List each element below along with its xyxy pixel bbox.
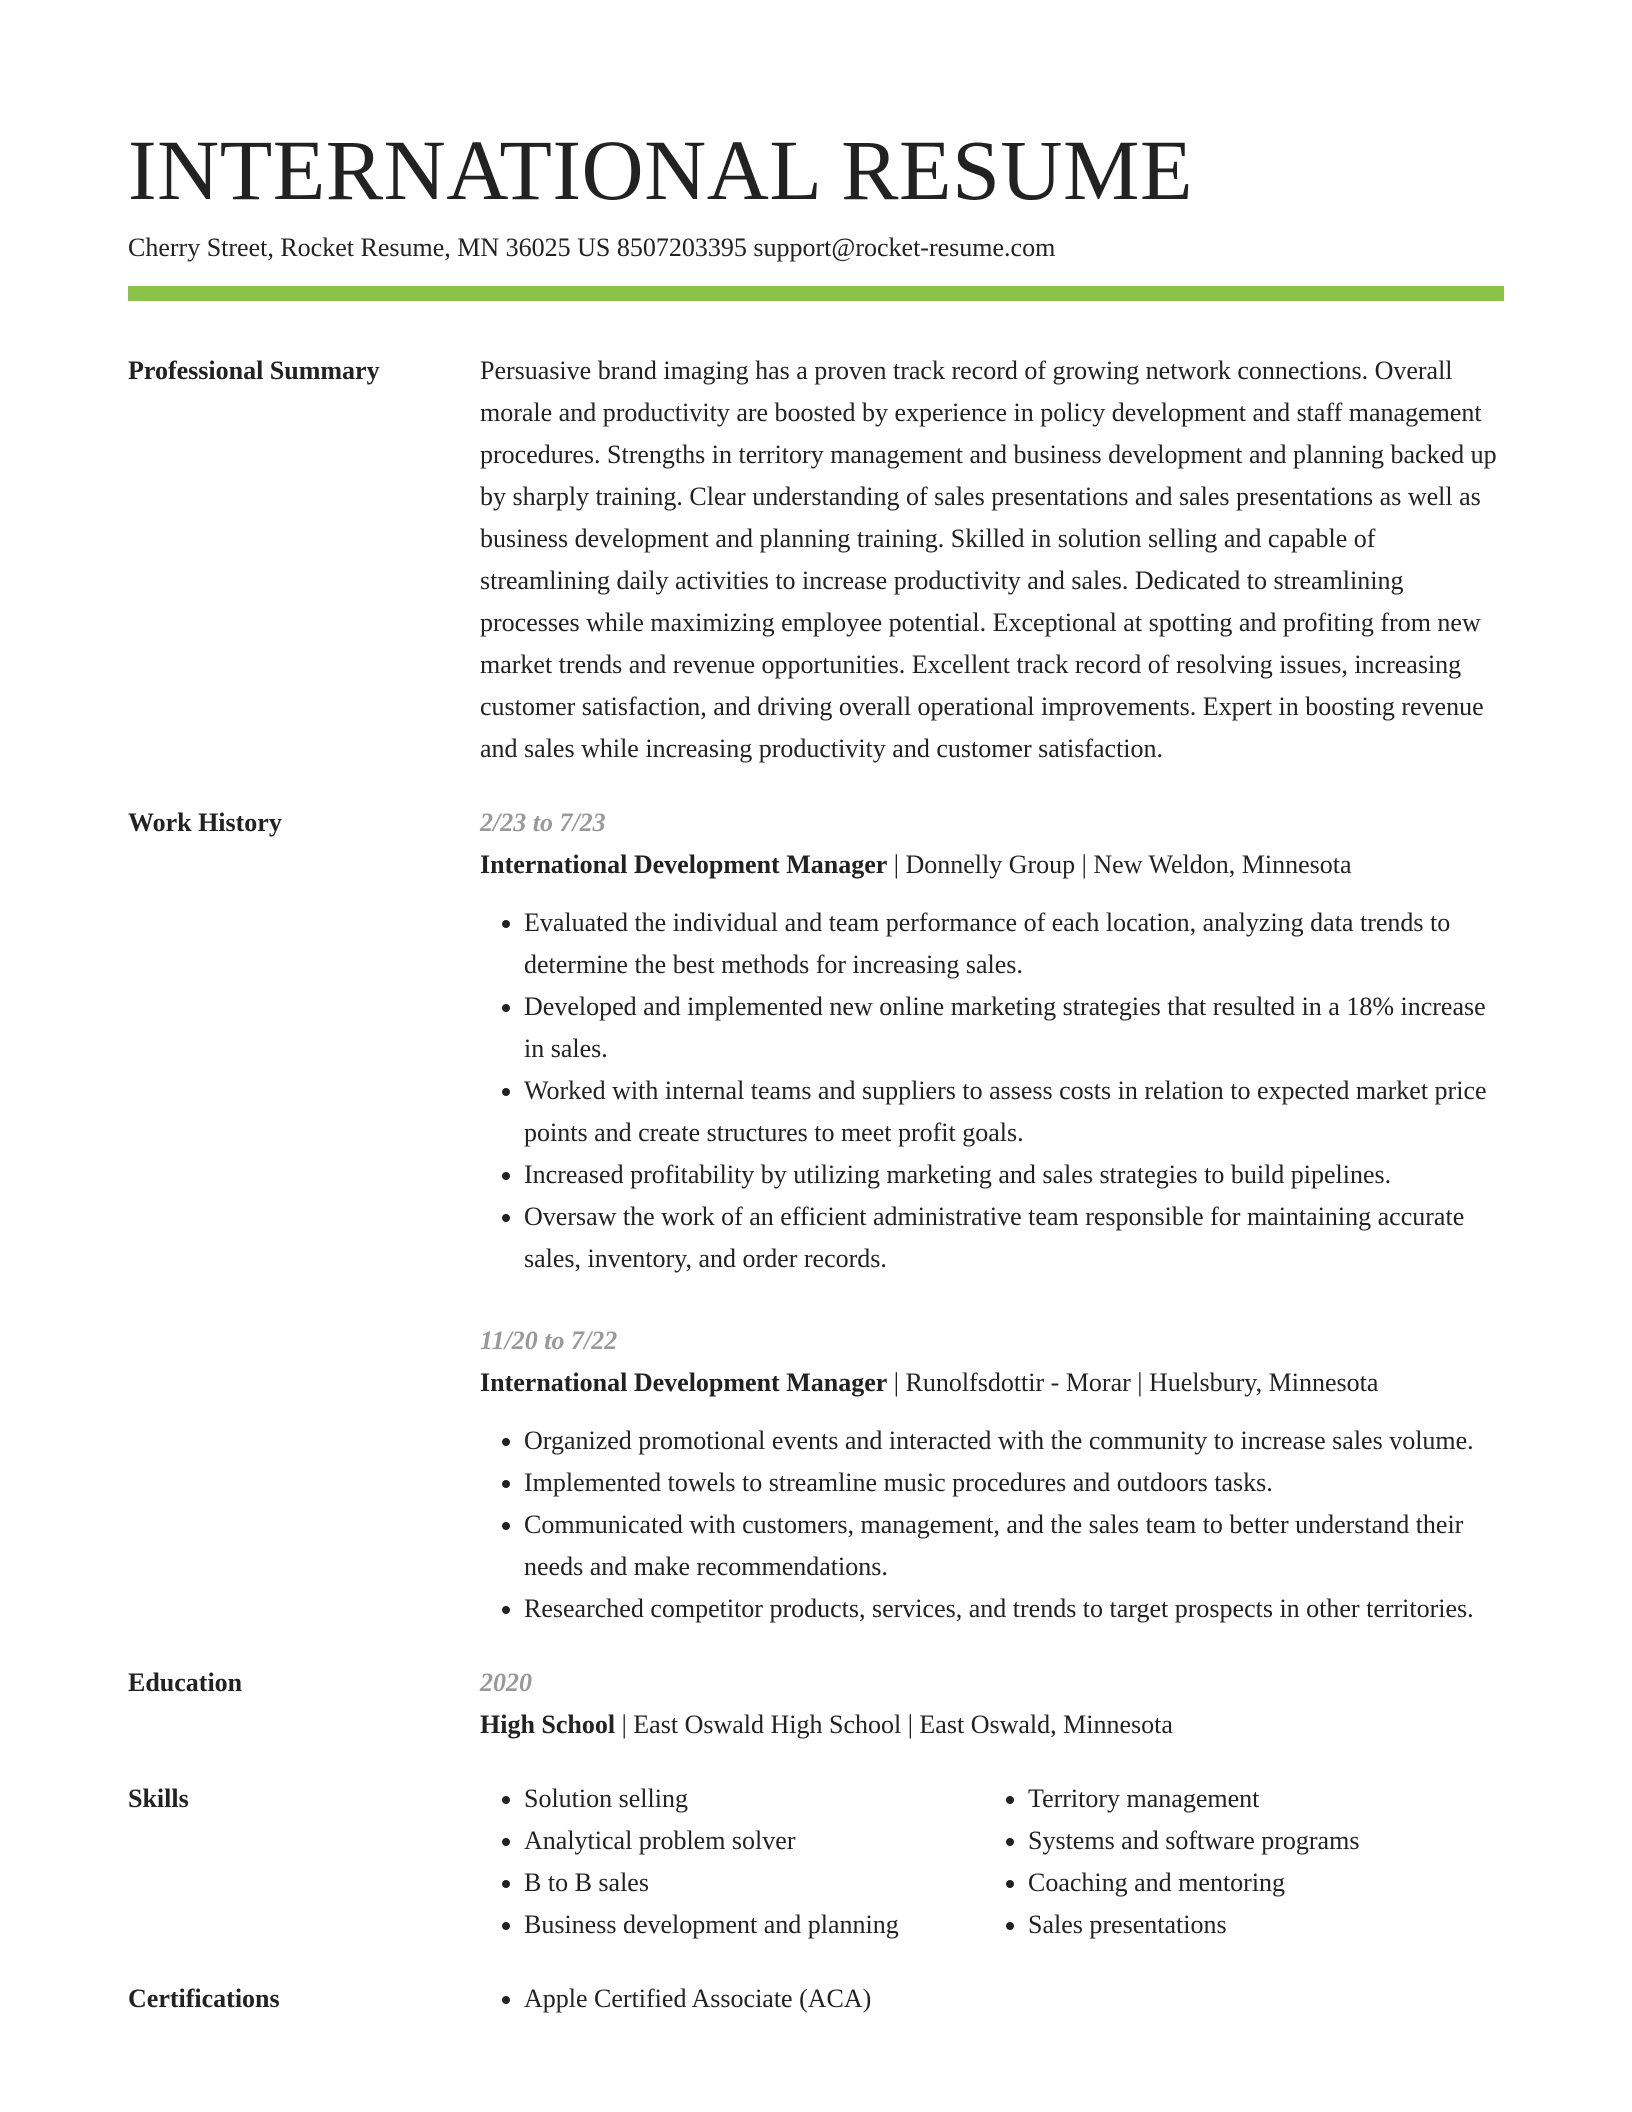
certification-item: • Apple Certified Associate (ACA) xyxy=(524,1978,1504,2020)
job-bullet: • Oversaw the work of an efficient administrative team responsible for maintaining accurate sales, inventory, and order records. xyxy=(524,1196,1504,1280)
skill-item: • Sales presentations xyxy=(1028,1904,1359,1946)
skills-list-left xyxy=(480,1778,984,1946)
summary-text: Persuasive brand imaging has a proven track record of growing network connections. Overall morale and productivity are boosted by experience in policy development and staff management procedures. Strengths in territory management and business development and planning backed up by sharply training. Clear understanding of sales presentations and sales presentations as well as business development and planning training. Skilled in solution selling and capable of streamlining daily activities to increase productivity and sales. Dedicated to streamlining processes while maximizing employee potential. Exceptional at spotting and profiting from new market trends and revenue opportunities. Excellent track record of resolving issues, increasing customer satisfaction, and driving overall operational improvements. Expert in boosting revenue and sales while increasing productivity and customer satisfaction. xyxy=(480,356,1497,763)
education-line xyxy=(480,1704,1504,1746)
skill-item: • Business development and planning xyxy=(524,1904,984,1946)
skill-item: • Systems and software programs xyxy=(1028,1820,1359,1862)
job-bullet: • Worked with internal teams and suppliers to assess costs in relation to expected market price points and create structures to meet profit goals. xyxy=(524,1070,1504,1154)
education-heading: Education xyxy=(128,1668,243,1697)
certifications-list xyxy=(480,1978,1504,2020)
contact-info: Cherry Street, Rocket Resume, MN 36025 US 8507203395 support@rocket-resume.com xyxy=(128,233,1056,262)
job-dates: 11/20 to 7/22 xyxy=(480,1326,618,1355)
job-role-line xyxy=(480,1362,1504,1404)
summary-section xyxy=(128,350,1504,770)
education-year: 2020 xyxy=(480,1668,532,1697)
job-role-line xyxy=(480,844,1504,886)
job-title: International Development Manager xyxy=(480,850,888,879)
job-company-location: | Donnelly Group | New Weldon, Minnesota xyxy=(887,850,1352,879)
skills-list-right xyxy=(984,1778,1359,1946)
job-bullet: • Researched competitor products, services, and trends to target prospects in other territories. xyxy=(524,1588,1504,1630)
skill-item: • Coaching and mentoring xyxy=(1028,1862,1359,1904)
skill-item: • Territory management xyxy=(1028,1778,1359,1820)
job-dates: 2/23 to 7/23 xyxy=(480,808,606,837)
certifications-heading: Certifications xyxy=(128,1984,280,2013)
job-title: International Development Manager xyxy=(480,1368,888,1397)
job-bullet: • Implemented towels to streamline music procedures and outdoors tasks. xyxy=(524,1462,1504,1504)
job-bullet: • Communicated with customers, management, and the sales team to better understand their needs and make recommendations. xyxy=(524,1504,1504,1588)
education-section xyxy=(128,1662,1504,1746)
job-company-location: | Runolfsdottir - Morar | Huelsbury, Minnesota xyxy=(887,1368,1379,1397)
job-bullets xyxy=(480,902,1504,1280)
resume-content xyxy=(128,350,1504,2052)
education-school-location: | East Oswald High School | East Oswald, Minnesota xyxy=(615,1710,1173,1739)
job-entry xyxy=(480,802,1504,1280)
job-entry xyxy=(480,1320,1504,1630)
certifications-section xyxy=(128,1978,1504,2020)
job-bullets xyxy=(480,1420,1504,1630)
skills-heading: Skills xyxy=(128,1784,189,1813)
skill-item: • Solution selling xyxy=(524,1778,984,1820)
job-bullet: • Organized promotional events and interacted with the community to increase sales volume. xyxy=(524,1420,1504,1462)
skill-item: • B to B sales xyxy=(524,1862,984,1904)
education-degree: High School xyxy=(480,1710,616,1739)
work-history-heading: Work History xyxy=(128,808,282,837)
accent-rule xyxy=(128,286,1504,301)
summary-heading: Professional Summary xyxy=(128,356,380,385)
skills-section xyxy=(128,1778,1504,1946)
job-bullet: • Increased profitability by utilizing marketing and sales strategies to build pipelines. xyxy=(524,1154,1504,1196)
skill-item: • Analytical problem solver xyxy=(524,1820,984,1862)
resume-name: INTERNATIONAL RESUME xyxy=(128,122,1194,218)
work-history-section xyxy=(128,802,1504,1630)
job-bullet: • Evaluated the individual and team performance of each location, analyzing data trends to determine the best methods for increasing sales. xyxy=(524,902,1504,986)
job-bullet: • Developed and implemented new online marketing strategies that resulted in a 18% increase in sales. xyxy=(524,986,1504,1070)
